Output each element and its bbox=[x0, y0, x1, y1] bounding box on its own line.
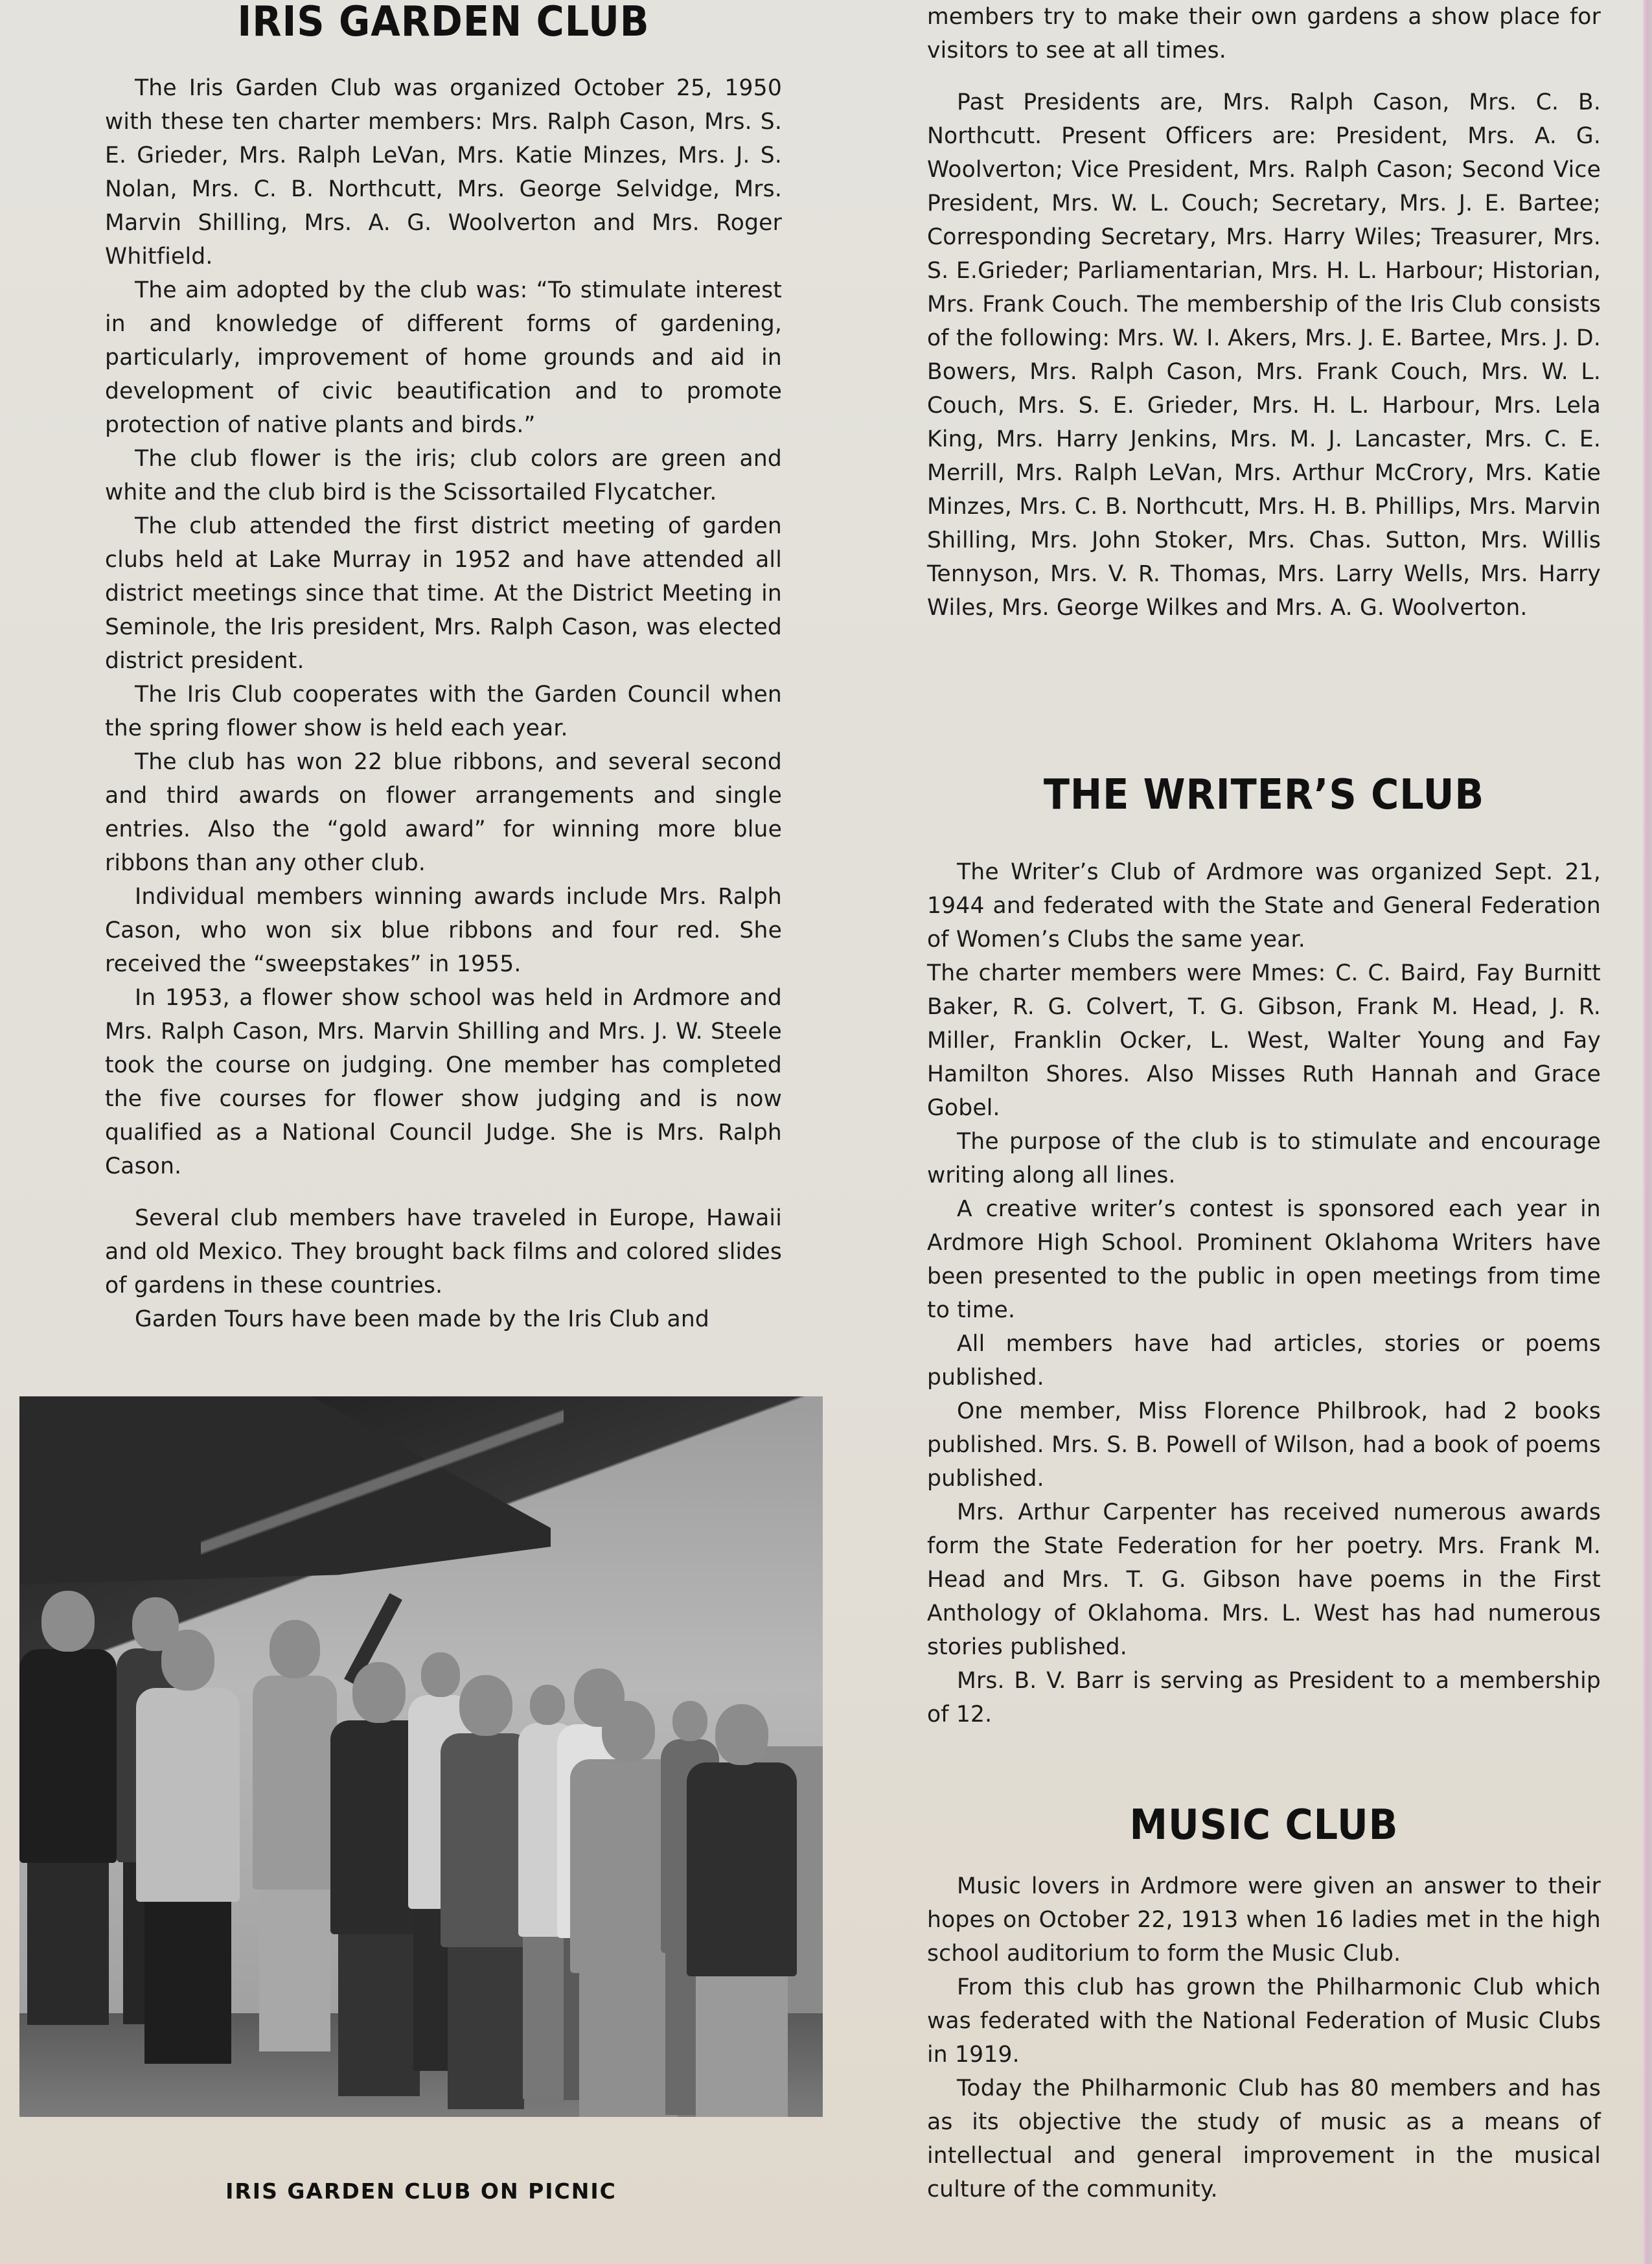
person-skirt bbox=[259, 1883, 330, 2051]
paragraph: The Writer’s Club of Ardmore was organized Sept. 21, 1944 and federated with the State and General Federation of Women’s Clubs the same year. bbox=[927, 859, 1601, 953]
person-figure bbox=[19, 1591, 117, 2117]
paragraph: Music lovers in Ardmore were given an answer to their hopes on October 22, 1913 when 16 ladies met in the high school auditorium to form the Music Club. bbox=[927, 1873, 1601, 1967]
person-figure bbox=[441, 1675, 531, 2117]
paragraph: Past Presidents are, Mrs. Ralph Cason, Mrs. C. B. Northcutt. Present Officers are: President, Mrs. A. G. Woolverton; Vice President, Mrs. Ralph Cason; Second Vice President, Mrs. W. L. Couch; Secretary, Mrs. J. E. Bartee; Corresponding Secretary, Mrs. Harry Wiles; Treasurer, Mrs. S. E.Grieder; Parliamentarian, Mrs. H. L. Harbour; Historian, Mrs. Frank Couch. The membership of the Iris Club consists of the following: Mrs. W. I. Akers, Mrs. J. E. Bartee, Mrs. J. D. Bowers, Mrs. Ralph Cason, Mrs. Frank Couch, Mrs. W. L. Couch, Mrs. S. E. Grieder, Mrs. H. L. Harbour, Mrs. Lela King, Mrs. Harry Jenkins, Mrs. M. J. Lancaster, Mrs. C. E. Merrill, Mrs. Ralph LeVan, Mrs. Arthur McCrory, Mrs. Katie Minzes, Mrs. C. B. Northcutt, Mrs. H. B. Phillips, Mrs. Marvin Shilling, Mrs. John Stoker, Mrs. Chas. Sutton, Mrs. Willis Tennyson, Mrs. V. R. Thomas, Mrs. Larry Wells, Mrs. Harry Wiles, Mrs. George Wilkes and Mrs. A. G. Woolverton. bbox=[927, 89, 1601, 621]
paragraph: members try to make their own gardens a show place for visitors to see at all times. bbox=[927, 4, 1601, 64]
person-body bbox=[253, 1676, 337, 1889]
person-body bbox=[687, 1762, 797, 1976]
paragraph: The charter members were Mmes: C. C. Baird, Fay Burnitt Baker, R. G. Colvert, T. G. Gibson, Frank M. Head, J. R. Miller, Franklin Ocker, L. West, Walter Young and Fay Hamilton Shores. Also Misses Ruth Hannah and Grace Gobel. bbox=[927, 960, 1601, 1121]
person-skirt bbox=[27, 1856, 109, 2025]
paragraph: Mrs. Arthur Carpenter has received numerous awards form the State Federation for her poetry. Mrs. Frank M. Head and Mrs. T. G. Gibson have poems in the First Anthology of Oklahoma. Mrs. L. West has had numerous stories published. bbox=[927, 1499, 1601, 1660]
person-body bbox=[19, 1649, 117, 1863]
paragraph: In 1953, a flower show school was held in Ardmore and Mrs. Ralph Cason, Mrs. Marvin Shilling and Mrs. J. W. Steele took the course on judging. One member has completed the five courses for flower show judging and is now qualified as a National Council Judge. She is Mrs. Ralph Cason. bbox=[105, 985, 782, 1179]
person-figure bbox=[687, 1704, 797, 2117]
paragraph: The Iris Garden Club was organized October 25, 1950 with these ten charter members: Mrs. Ralph Cason, Mrs. S. E. Grieder, Mrs. Ralph LeVan, Mrs. Katie Minzes, Mrs. J. S. Nolan, Mrs. C. B. Northcutt, Mrs. George Selvidge, Mrs. Marvin Shilling, Mrs. A. G. Woolverton and Mrs. Roger Whitfield. bbox=[105, 75, 782, 270]
person-body bbox=[441, 1733, 531, 1947]
paragraph: Garden Tours have been made by the Iris Club and bbox=[135, 1306, 710, 1332]
paragraph: The aim adopted by the club was: “To stimulate interest in and knowledge of different forms of gardening, particularly, improvement of home grounds and aid in development of civic beautification and to promote protection of native plants and birds.” bbox=[105, 277, 782, 438]
writers-club-body bbox=[927, 855, 1601, 1731]
paragraph: The club flower is the iris; club colors are green and white and the club bird is the Scissortailed Flycatcher. bbox=[105, 446, 782, 505]
person-head bbox=[41, 1591, 95, 1652]
person-skirt bbox=[696, 1970, 788, 2117]
photo-caption: IRIS GARDEN CLUB ON PICNIC bbox=[225, 2178, 617, 2204]
person-head bbox=[270, 1620, 320, 1678]
paragraph: The club has won 22 blue ribbons, and several second and third awards on flower arrangements and single entries. Also the “gold award” for winning more blue ribbons than any other club. bbox=[105, 749, 782, 876]
person-figure bbox=[253, 1620, 337, 2117]
paragraph: A creative writer’s contest is sponsored each year in Ardmore High School. Prominent Oklahoma Writers have been presented to the public in open meetings from time to time. bbox=[927, 1196, 1601, 1323]
paragraph: Today the Philharmonic Club has 80 members and has as its objective the study of music as a means of intellectual and general improvement in the musical culture of the community. bbox=[927, 2075, 1601, 2202]
page-edge bbox=[1643, 0, 1652, 2264]
paragraph: The purpose of the club is to stimulate and encourage writing along all lines. bbox=[927, 1129, 1601, 1188]
person-skirt bbox=[144, 1895, 231, 2064]
writers-club-heading: THE WRITER’S CLUB bbox=[1043, 771, 1485, 819]
person-head bbox=[602, 1701, 655, 1762]
iris-garden-club-continued bbox=[927, 0, 1601, 625]
paragraph: Individual members winning awards include Mrs. Ralph Cason, who won six blue ribbons and four red. She received the “sweepstakes” in 1955. bbox=[105, 884, 782, 977]
person-head bbox=[161, 1630, 214, 1691]
person-figure bbox=[136, 1630, 240, 2117]
person-body bbox=[136, 1688, 240, 1902]
paragraph: One member, Miss Florence Philbrook, had 2 books published. Mrs. S. B. Powell of Wilson, had a book of poems published. bbox=[927, 1398, 1601, 1492]
person-skirt bbox=[448, 1941, 524, 2109]
iris-garden-club-heading: IRIS GARDEN CLUB bbox=[237, 0, 650, 46]
iris-garden-club-body bbox=[105, 71, 782, 1336]
paragraph: From this club has grown the Philharmonic Club which was federated with the National Federation of Music Clubs in 1919. bbox=[927, 1974, 1601, 2068]
music-club-body bbox=[927, 1869, 1601, 2206]
person-head bbox=[715, 1704, 768, 1765]
paragraph: The club attended the first district meeting of garden clubs held at Lake Murray in 1952 and have attended all district meetings since that time. At the District Meeting in Seminole, the Iris president, Mrs. Ralph Cason, was elected district president. bbox=[105, 513, 782, 674]
paragraph: Mrs. B. V. Barr is serving as President to a membership of 12. bbox=[927, 1668, 1601, 1727]
paragraph: All members have had articles, stories or poems published. bbox=[927, 1331, 1601, 1391]
iris-garden-club-photo bbox=[19, 1396, 823, 2117]
music-club-heading: MUSIC CLUB bbox=[1129, 1801, 1399, 1849]
paragraph: The Iris Club cooperates with the Garden Council when the spring flower show is held each year. bbox=[105, 682, 782, 741]
person-head bbox=[459, 1675, 512, 1736]
roof-edge bbox=[201, 1396, 564, 1565]
paragraph: Several club members have traveled in Europe, Hawaii and old Mexico. They brought back films and colored slides of gardens in these countries. bbox=[105, 1205, 782, 1299]
person-head bbox=[352, 1662, 406, 1723]
